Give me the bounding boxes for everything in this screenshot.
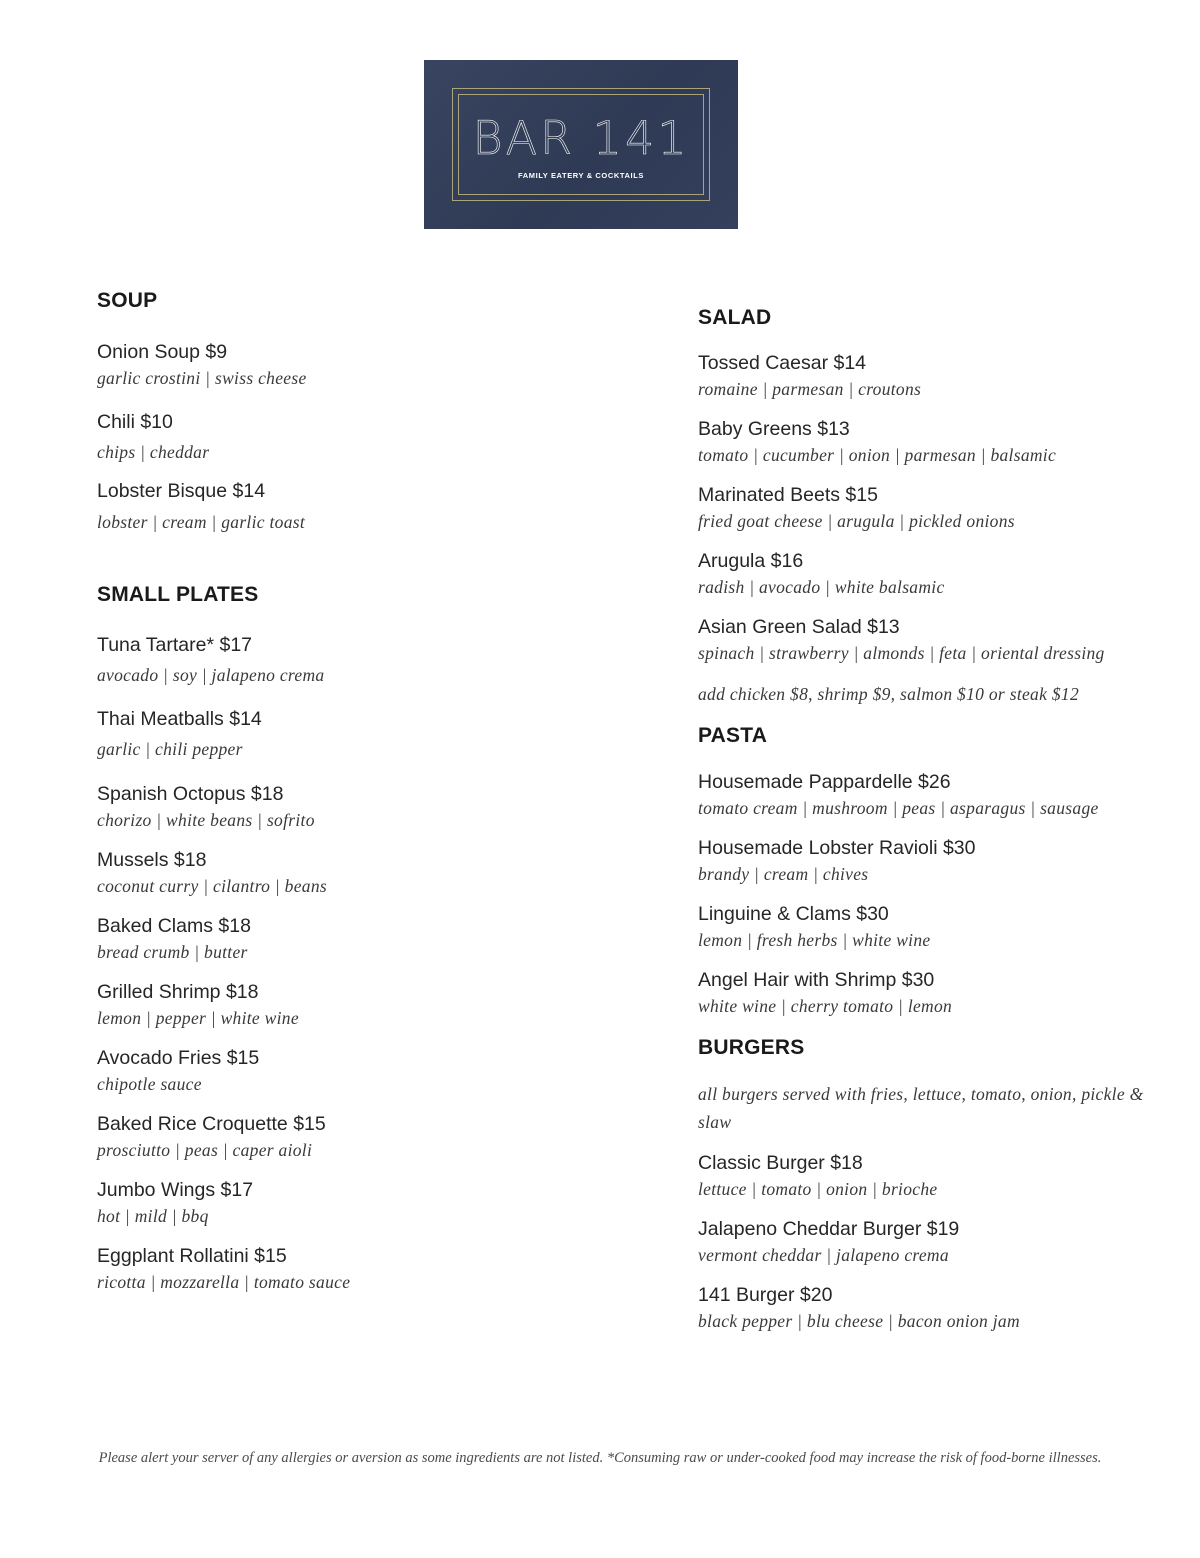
menu-item-desc: coconut curry | cilantro | beans	[97, 876, 327, 896]
menu-item-desc: black pepper | blu cheese | bacon onion jam	[698, 1311, 1020, 1331]
menu-item-desc: lobster | cream | garlic toast	[97, 512, 306, 532]
menu-item-name: Chili $10	[97, 411, 173, 433]
menu-item-desc: brandy | cream | chives	[698, 864, 869, 884]
menu-item-name: Jalapeno Cheddar Burger $19	[698, 1218, 960, 1240]
menu-item-name: Baby Greens $13	[698, 418, 850, 440]
section-title-burgers: BURGERS	[698, 1036, 805, 1059]
menu-item-name: Avocado Fries $15	[97, 1047, 260, 1069]
allergy-disclaimer: Please alert your server of any allergies or aversion as some ingredients are not listed. *Consuming raw or under-cooked food may increase the risk of food-borne illnesses.	[98, 1450, 1102, 1466]
menu-item-desc: radish | avocado | white balsamic	[698, 577, 945, 597]
menu-item-desc: romaine | parmesan | croutons	[698, 379, 922, 399]
menu-item-desc: lettuce | tomato | onion | brioche	[698, 1179, 938, 1199]
menu-item-name: Baked Clams $18	[97, 915, 251, 937]
menu-item-desc: avocado | soy | jalapeno crema	[97, 665, 325, 685]
menu-item-desc: lemon | pepper | white wine	[97, 1008, 299, 1028]
menu-item-desc: tomato | cucumber | onion | parmesan | balsamic	[698, 445, 1057, 465]
menu-item-desc: garlic crostini | swiss cheese	[97, 368, 307, 388]
restaurant-logo	[424, 60, 738, 229]
menu-item-name: Baked Rice Croquette $15	[97, 1113, 326, 1135]
menu-item-desc: chips | cheddar	[97, 442, 210, 462]
menu-item-desc: tomato cream | mushroom | peas | asparagus | sausage	[698, 798, 1099, 818]
menu-item-name: Classic Burger $18	[698, 1152, 863, 1174]
salad-addon-note: add chicken $8, shrimp $9, salmon $10 or steak $12	[698, 684, 1080, 704]
menu-item-desc: garlic | chili pepper	[97, 739, 243, 759]
menu-item-desc: bread crumb | butter	[97, 942, 248, 962]
menu-item-name: Tossed Caesar $14	[698, 352, 867, 374]
menu-item-name: Marinated Beets $15	[698, 484, 878, 506]
menu-item-name: Eggplant Rollatini $15	[97, 1245, 287, 1267]
logo-name: BAR 141	[472, 111, 690, 165]
section-title-small-plates: SMALL PLATES	[97, 583, 259, 606]
menu-item-desc: chipotle sauce	[97, 1074, 202, 1094]
menu-item-name: Housemade Lobster Ravioli $30	[698, 837, 976, 859]
section-title-salad: SALAD	[698, 306, 772, 329]
menu-item-desc: lemon | fresh herbs | white wine	[698, 930, 931, 950]
menu-item-name: Spanish Octopus $18	[97, 783, 284, 805]
logo-frame	[452, 88, 710, 201]
menu-item-desc: vermont cheddar | jalapeno crema	[698, 1245, 949, 1265]
menu-item-desc: chorizo | white beans | sofrito	[97, 810, 315, 830]
menu-item-name: Onion Soup $9	[97, 341, 228, 363]
menu-item-name: Jumbo Wings $17	[97, 1179, 254, 1201]
menu-item-name: Angel Hair with Shrimp $30	[698, 969, 935, 991]
menu-item-name: Arugula $16	[698, 550, 804, 572]
menu-item-name: Thai Meatballs $14	[97, 708, 262, 730]
menu-item-name: Linguine & Clams $30	[698, 903, 889, 925]
menu-item-name: Mussels $18	[97, 849, 207, 871]
menu-item-desc: ricotta | mozzarella | tomato sauce	[97, 1272, 351, 1292]
section-title-soup: SOUP	[97, 289, 158, 312]
menu-item-desc: fried goat cheese | arugula | pickled onions	[698, 511, 1015, 531]
menu-item-name: Lobster Bisque $14	[97, 480, 266, 502]
menu-item-name: Grilled Shrimp $18	[97, 981, 259, 1003]
logo-tagline: FAMILY EATERY & COCKTAILS	[518, 171, 644, 180]
menu-item-desc: hot | mild | bbq	[97, 1206, 209, 1226]
menu-item-name: Housemade Pappardelle $26	[698, 771, 951, 793]
menu-item-name: 141 Burger $20	[698, 1284, 833, 1306]
menu-item-desc: spinach | strawberry | almonds | feta | oriental dressing	[698, 643, 1105, 663]
section-title-pasta: PASTA	[698, 724, 768, 747]
burgers-note: all burgers served with fries, lettuce, tomato, onion, pickle & slaw	[698, 1084, 1144, 1132]
menu-item-desc: white wine | cherry tomato | lemon	[698, 996, 953, 1016]
menu-item-name: Tuna Tartare* $17	[97, 634, 253, 656]
menu-item-desc: prosciutto | peas | caper aioli	[97, 1140, 313, 1160]
menu-item-name: Asian Green Salad $13	[698, 616, 900, 638]
